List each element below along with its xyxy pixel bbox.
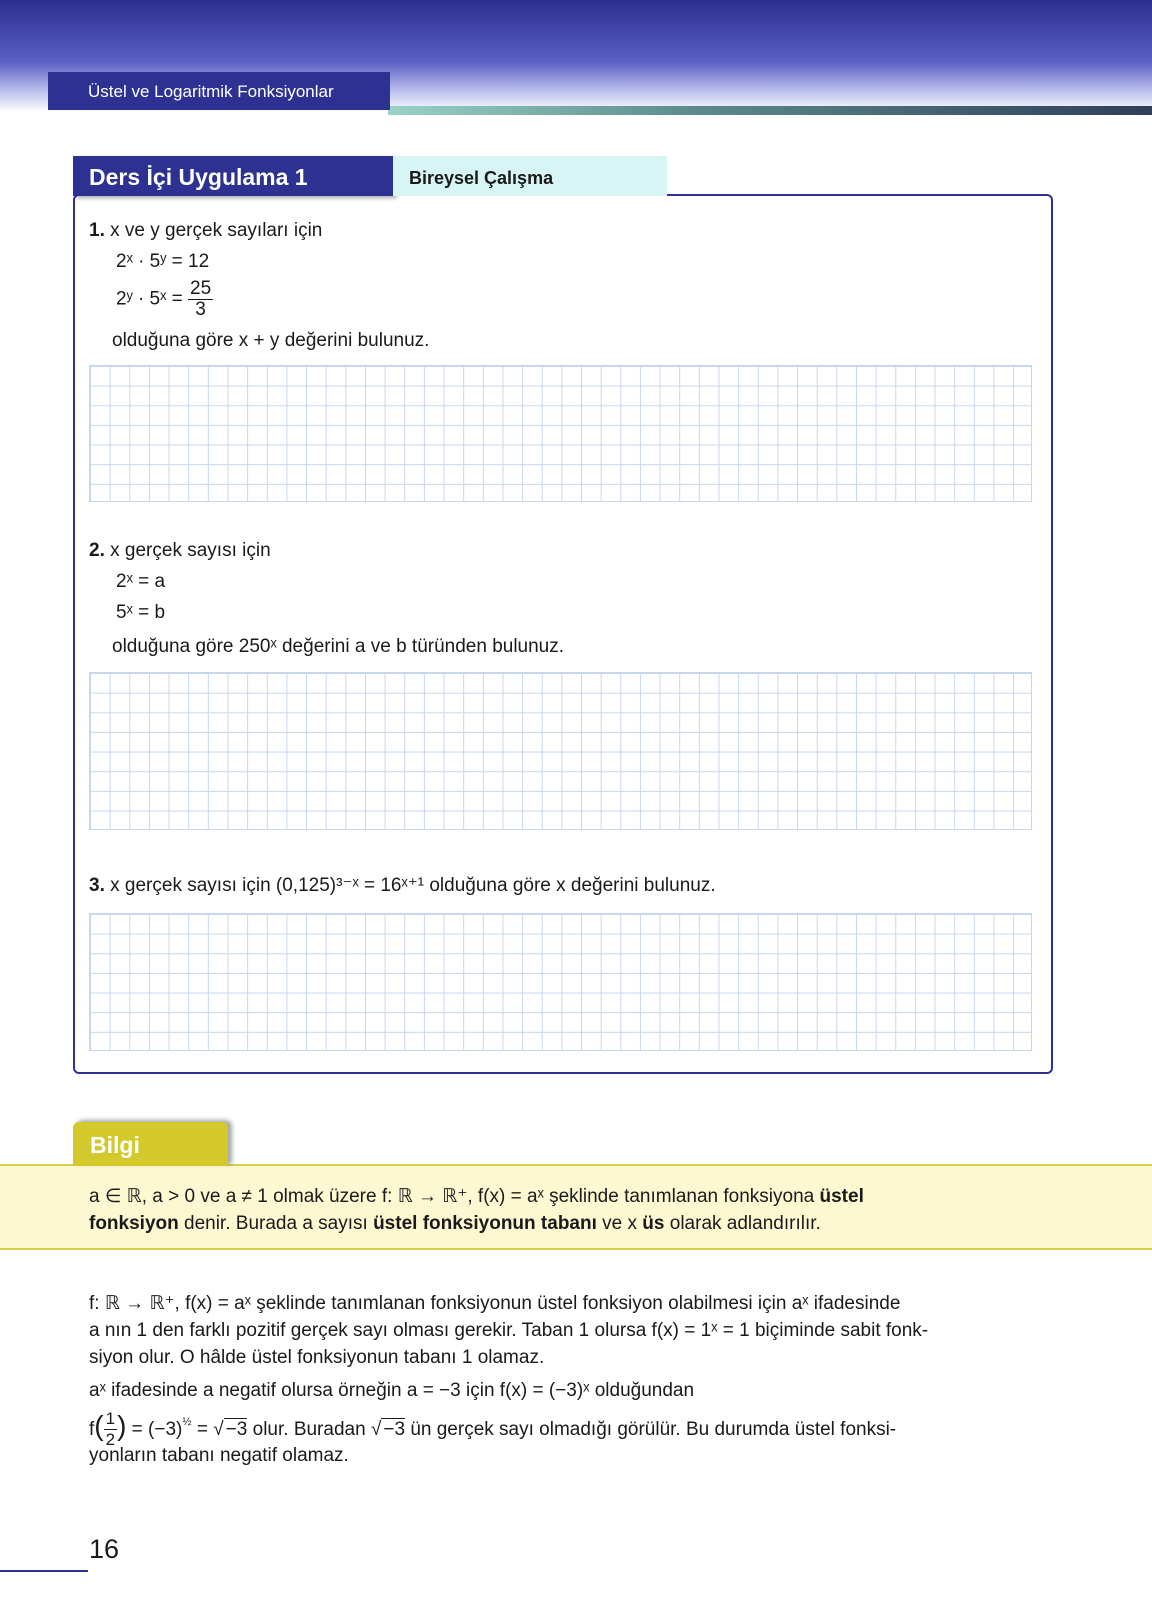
answer-grid-1[interactable] <box>89 365 1032 502</box>
question-text: x gerçek sayısı için (0,125)³⁻ˣ = 16ˣ⁺¹ olduğuna göre x değerini bulunuz. <box>110 875 716 896</box>
answer-grid-3[interactable] <box>89 913 1032 1051</box>
question-number: 2. <box>89 540 105 561</box>
body-text: = (−3) <box>126 1419 183 1440</box>
body-text: = <box>191 1419 214 1440</box>
info-line-2 <box>89 1210 1049 1237</box>
info-bold-text: üs <box>642 1213 665 1234</box>
fraction <box>188 279 213 320</box>
fraction-denominator: 2 <box>105 1430 116 1450</box>
body-line-3: siyon olur. O hâlde üstel fonksiyonun tabanı 1 olamaz. <box>89 1347 545 1368</box>
body-text: olur. Buradan <box>247 1419 371 1440</box>
root-value: −3 <box>383 1419 406 1440</box>
question-1-eq2 <box>116 279 213 320</box>
page-number: 16 <box>89 1534 120 1564</box>
body-line-1: f: ℝ → ℝ⁺, f(x) = aˣ şeklinde tanımlanan fonksiyonun üstel fonksiyon olabilmesi için aˣ ifadesinde <box>89 1293 901 1314</box>
header-rule <box>388 106 1152 115</box>
function-symbol: f <box>89 1419 95 1440</box>
practice-title: Ders İçi Uygulama 1 <box>73 156 393 196</box>
page-rule <box>0 1570 88 1572</box>
info-bold-text: üstel fonksiyonun tabanı <box>373 1213 597 1234</box>
info-bold-text: fonksiyon <box>89 1213 179 1234</box>
chapter-title: Üstel ve Logaritmik Fonksiyonlar <box>48 72 390 110</box>
info-text: olarak adlandırılır. <box>664 1213 821 1234</box>
body-line-5: f( $\frac{1}{2}$ ) = $(-3)^{\frac{1}{2}}$ = √ −3 olur. Buradan √ −3 ün gerçek sayı olmadığı görülür. Bu durumda üstel fonksi- <box>89 1409 897 1450</box>
body-line-4: aˣ ifadesinde a negatif olursa örneğin a = −3 için f(x) = (−3)ˣ olduğundan <box>89 1380 695 1401</box>
fraction-numerator: 1 <box>105 1409 116 1429</box>
fraction-denominator: 3 <box>195 299 206 320</box>
info-label: Bilgi <box>73 1122 228 1166</box>
question-number: 3. <box>89 875 105 896</box>
question-1-intro <box>89 220 322 242</box>
question-1-eq1: 2ˣ · 5ʸ = 12 <box>116 251 210 272</box>
question-2-ask: olduğuna göre 250ˣ değerini a ve b türünden bulunuz. <box>112 636 565 657</box>
answer-grid-2[interactable] <box>89 672 1032 830</box>
question-text: x ve y gerçek sayıları için <box>110 220 323 241</box>
info-text: a ∈ ℝ, a > 0 ve a ≠ 1 olmak üzere f: ℝ → ℝ⁺, f(x) = aˣ şeklinde tanımlanan fonksiyona <box>89 1186 820 1207</box>
info-line-1 <box>89 1183 1049 1210</box>
info-text: denir. Burada a sayısı <box>178 1213 374 1234</box>
exponent: ½ <box>182 1416 192 1428</box>
body-text: ün gerçek sayı olmadığı görülür. Bu durumda üstel fonksi- <box>405 1419 897 1440</box>
question-1-ask: olduğuna göre x + y değerini bulunuz. <box>112 330 430 351</box>
question-2-eq2: 5ˣ = b <box>116 602 166 623</box>
question-number: 1. <box>89 220 105 241</box>
question-text: x gerçek sayısı için <box>110 540 271 561</box>
root-value: −3 <box>225 1419 248 1440</box>
question-2-intro <box>89 540 271 562</box>
body-line-6: yonların tabanı negatif olamaz. <box>89 1445 349 1466</box>
practice-subtitle: Bireysel Çalışma <box>393 156 667 196</box>
question-2-eq1: 2ˣ = a <box>116 571 166 592</box>
question-3 <box>89 874 716 897</box>
info-bold-text: üstel <box>819 1186 864 1207</box>
eq2-left: 2ʸ · 5ˣ = <box>116 288 183 310</box>
info-text: ve x <box>596 1213 643 1234</box>
fraction-numerator: 25 <box>190 278 212 299</box>
body-line-2: a nın 1 den farklı pozitif gerçek sayı olması gerekir. Taban 1 olursa f(x) = 1ˣ = 1 biçiminde sabit fonk- <box>89 1320 929 1341</box>
